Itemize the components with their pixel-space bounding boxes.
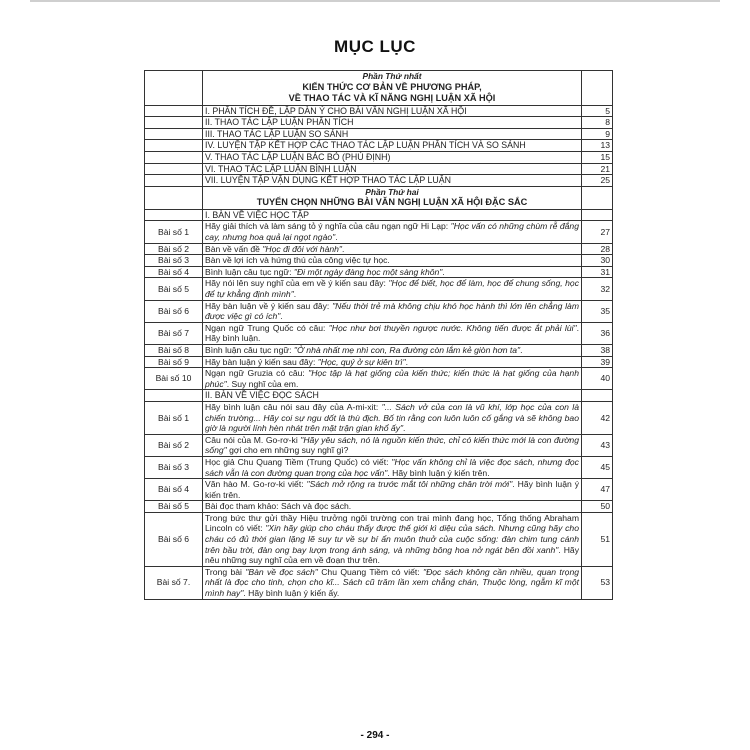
item-text[interactable]: Trong bài "Bàn về đọc sách" Chu Quang Tiềm có viết: "Đọc sách không cần nhiều, quan trọng nhất là đọc cho tinh, chọn cho kĩ... Sách cũ trăm lần xem chẳng chán, Thuộc lòng, ngẫm kĩ một mình hay". Hãy bình luận ý kiến ấy. xyxy=(203,566,582,599)
chapter-row[interactable] xyxy=(145,117,613,129)
chapter-title[interactable]: III. THAO TÁC LẬP LUẬN SO SÁNH xyxy=(203,128,582,140)
toc-item-row[interactable] xyxy=(145,434,613,456)
item-page: 32 xyxy=(582,278,613,300)
item-page: 47 xyxy=(582,479,613,501)
item-text[interactable]: Hãy bàn luận về ý kiến sau đây: "Nếu thời trẻ mà không chịu khó học hành thì lớn lên chẳng làm được việc gì có ích". xyxy=(203,300,582,322)
toc-item-row[interactable] xyxy=(145,344,613,356)
item-page: 50 xyxy=(582,501,613,513)
item-text[interactable]: Bình luận câu tục ngữ: "Đi một ngày đàng học một sàng khôn". xyxy=(203,266,582,278)
quote-text: "Xin hãy giúp cho cháu thấy được thế giới kì diệu của sách. Nhưng cũng hãy cho cháu có đủ thời gian lặng lẽ suy tư về sự bí ẩn muôn thuở của cuộc sống: đàn chim tung cánh trên bầu trời, đàn ong bay lượn trong ánh sáng, và những bông hoa nở ngát bên đồi xanh" xyxy=(205,523,579,555)
quote-text: "Đi một ngày đàng học một sàng khôn" xyxy=(293,266,443,277)
chapter-title[interactable]: V. THAO TÁC LẬP LUẬN BÁC BỎ (PHỦ ĐỊNH) xyxy=(203,151,582,163)
section-row xyxy=(145,390,613,402)
quote-text: "... Sách vở của con là vũ khí, lớp học của con là chiến trường... Hãy coi sự ngu dốt là thù địch. Bố tin rằng con luôn luôn cố gắng và sẽ không bao giờ là người lính hèn nhát trên mặt trận gian khổ ấy" xyxy=(205,401,579,434)
part1-header-row xyxy=(145,71,613,106)
quote-text: "Hãy yêu sách, nó là nguồn kiến thức, chỉ có kiến thức mới là con đường sống" xyxy=(205,434,579,456)
item-page: 28 xyxy=(582,243,613,255)
part1-label: Phần Thứ nhất xyxy=(362,71,422,81)
item-label: Bài số 4 xyxy=(145,479,203,501)
item-text[interactable]: Ngạn ngữ Trung Quốc có câu: "Học như bơi thuyền ngược nước. Không tiến được ắt phải lùi". Hãy bình luận. xyxy=(203,322,582,344)
item-page: 40 xyxy=(582,368,613,390)
chapter-row[interactable] xyxy=(145,163,613,175)
part2-title: TUYỂN CHỌN NHỮNG BÀI VĂN NGHỊ LUẬN XÃ HỘI ĐẶC SẮC xyxy=(256,197,528,208)
toc-item-row[interactable] xyxy=(145,300,613,322)
item-label: Bài số 5 xyxy=(145,501,203,513)
toc-item-row[interactable] xyxy=(145,221,613,243)
chapter-page: 9 xyxy=(582,128,613,140)
item-label: Bài số 2 xyxy=(145,243,203,255)
quote-text: "Sách mở rộng ra trước mắt tôi những chân trời mới" xyxy=(306,479,513,490)
quote-text: "Học tập là hạt giống của kiến thức; kiến thức là hạt giống của hạnh phúc" xyxy=(205,368,579,389)
item-text[interactable]: Câu nói của M. Go-rơ-ki "Hãy yêu sách, nó là nguồn kiến thức, chỉ có kiến thức mới là con đường sống" gợi cho em những suy nghĩ gì? xyxy=(203,434,582,456)
toc-item-row[interactable] xyxy=(145,401,613,434)
part2-header xyxy=(203,186,582,209)
item-label: Bài số 3 xyxy=(145,255,203,267)
item-text[interactable]: Hãy bình luận câu nói sau đây của A-mi-xit: "... Sách vở của con là vũ khí, lớp học của con là chiến trường... Hãy coi sự ngu dốt là thù địch. Bố tin rằng con luôn luôn cố gắng và sẽ không bao giờ là người lính hèn nhát trên mặt trận gian khổ ấy". xyxy=(203,401,582,434)
item-page: 31 xyxy=(582,266,613,278)
item-page: 43 xyxy=(582,434,613,456)
chapter-page: 8 xyxy=(582,117,613,129)
quote-text: "Nếu thời trẻ mà không chịu khó học hành thì lớn lên chẳng làm được việc gì có ích" xyxy=(205,300,579,322)
toc-item-row[interactable] xyxy=(145,322,613,344)
part1-title-line1: KIẾN THỨC CƠ BẢN VỀ PHƯƠNG PHÁP, xyxy=(302,81,482,92)
item-text[interactable]: Hãy bàn luận ý kiến sau đây: "Học, quý ở sự kiên trì". xyxy=(203,356,582,368)
chapter-row[interactable] xyxy=(145,140,613,152)
item-page: 38 xyxy=(582,344,613,356)
quote-text: "Học đi đôi với hành" xyxy=(262,243,342,254)
chapter-page: 13 xyxy=(582,140,613,152)
quote-text: "Đọc sách không cần nhiều, quan trọng nhất là đọc cho tinh, chọn cho kĩ... Sách cũ trăm lần xem chẳng chán, Thuộc lòng, ngẫm kĩ một mình hay" xyxy=(205,566,580,599)
item-page: 27 xyxy=(582,221,613,243)
chapter-title[interactable]: II. THAO TÁC LẬP LUẬN PHÂN TÍCH xyxy=(203,117,582,129)
chapter-row[interactable] xyxy=(145,128,613,140)
section-row xyxy=(145,209,613,221)
part1-header xyxy=(203,71,582,106)
item-label: Bài số 6 xyxy=(145,300,203,322)
item-label: Bài số 6 xyxy=(145,512,203,566)
toc-item-row[interactable] xyxy=(145,456,613,478)
item-label: Bài số 3 xyxy=(145,456,203,478)
item-text[interactable]: Hãy nói lên suy nghĩ của em về ý kiến sau đây: "Học để biết, học để làm, học để chung sống, học để tự khẳng định mình". xyxy=(203,278,582,300)
toc-table xyxy=(144,70,613,600)
toc-item-row[interactable] xyxy=(145,255,613,267)
item-label: Bài số 7. xyxy=(145,566,203,599)
item-label: Bài số 1 xyxy=(145,221,203,243)
chapter-page: 25 xyxy=(582,175,613,187)
item-text[interactable]: Hãy giải thích và làm sáng tỏ ý nghĩa của câu ngạn ngữ Hi Lạp: "Học vấn có những chùm rễ đắng cay, nhưng hoa quả lại ngọt ngào". xyxy=(203,221,582,243)
item-label: Bài số 7 xyxy=(145,322,203,344)
section-title: II. BÀN VỀ VIỆC ĐỌC SÁCH xyxy=(203,390,582,402)
item-text[interactable]: Bình luận câu tục ngữ: "Ở nhà nhất mẹ nhì con, Ra đường còn lắm kẻ giòn hơn ta". xyxy=(203,344,582,356)
quote-text: "Học như bơi thuyền ngược nước. Không tiến được ắt phải lùi" xyxy=(328,322,577,333)
item-text[interactable]: Bàn về lợi ích và hứng thú của công việc tự học. xyxy=(203,255,582,267)
toc-item-row[interactable] xyxy=(145,356,613,368)
item-page: 53 xyxy=(582,566,613,599)
toc-item-row[interactable] xyxy=(145,512,613,566)
chapter-title[interactable]: IV. LUYỆN TẬP KẾT HỢP CÁC THAO TÁC LẬP LUẬN PHÂN TÍCH VÀ SO SÁNH xyxy=(203,140,582,152)
item-label: Bài số 2 xyxy=(145,434,203,456)
toc-item-row[interactable] xyxy=(145,566,613,599)
item-text[interactable]: Ngạn ngữ Gruzia có câu: "Học tập là hạt giống của kiến thức; kiến thức là hạt giống của hạnh phúc". Suy nghĩ của em. xyxy=(203,368,582,390)
quote-text: "Học vấn không chỉ là việc đọc sách, nhưng đọc sách vẫn là con đường quan trọng của học vấn" xyxy=(205,456,579,478)
page-title: MỤC LỤC xyxy=(334,37,416,56)
chapter-title[interactable]: VII. LUYỆN TẬP VẬN DỤNG KẾT HỢP THAO TÁC LẬP LUẬN xyxy=(203,175,582,187)
item-page: 35 xyxy=(582,300,613,322)
part2-header-row xyxy=(145,186,613,209)
section-title: I. BÀN VỀ VIỆC HỌC TẬP xyxy=(203,209,582,221)
part1-title-line2: VỀ THAO TÁC VÀ KĨ NĂNG NGHỊ LUẬN XÃ HỘI xyxy=(288,93,496,104)
item-text[interactable]: Bài đọc tham khảo: Sách và đọc sách. xyxy=(203,501,582,513)
item-page: 51 xyxy=(582,512,613,566)
chapter-title[interactable]: I. PHÂN TÍCH ĐỀ, LẬP DÀN Ý CHO BÀI VĂN NGHỊ LUẬN XÃ HỘI xyxy=(203,105,582,117)
quote-text: "Ở nhà nhất mẹ nhì con, Ra đường còn lắm kẻ giòn hơn ta" xyxy=(293,344,521,355)
item-text[interactable]: Văn hào M. Go-rơ-ki viết: "Sách mở rộng ra trước mắt tôi những chân trời mới". Hãy bình luận ý kiến trên. xyxy=(203,479,582,501)
top-border xyxy=(30,0,720,2)
item-text[interactable]: Trong bức thư gửi thầy Hiệu trưởng ngôi trường con trai mình đang học, Tổng thống Abraham Lincoln có viết: "Xin hãy giúp cho cháu thấy được thế giới kì diệu của sách. Nhưng cũng hãy cho cháu có đủ thời gian lặng lẽ suy tư về sự bí ẩn muôn thuở của cuộc sống: đàn chim tung cánh trên bầu trời, đàn ong bay lượn trong ánh sáng, và những bông hoa nở ngát bên đồi xanh". Hãy nêu những suy nghĩ của em về đoạn thư trên. xyxy=(203,512,582,566)
item-page: 36 xyxy=(582,322,613,344)
item-label: Bài số 5 xyxy=(145,278,203,300)
item-label: Bài số 1 xyxy=(145,401,203,434)
item-page: 45 xyxy=(582,456,613,478)
item-label: Bài số 9 xyxy=(145,356,203,368)
toc-item-row[interactable] xyxy=(145,479,613,501)
item-page: 39 xyxy=(582,356,613,368)
quote-text: "Học, quý ở sự kiên trì" xyxy=(317,356,406,367)
toc-item-row[interactable] xyxy=(145,266,613,278)
chapter-row[interactable] xyxy=(145,175,613,187)
quote-text: "Bàn về đọc sách" xyxy=(245,566,318,577)
toc-item-row[interactable] xyxy=(145,243,613,255)
chapter-row[interactable] xyxy=(145,105,613,117)
item-text[interactable]: Bàn về vấn đề "Học đi đôi với hành". xyxy=(203,243,582,255)
item-label: Bài số 4 xyxy=(145,266,203,278)
item-text[interactable]: Học giả Chu Quang Tiềm (Trung Quốc) có viết: "Học vấn không chỉ là việc đọc sách, nhưng đọc sách vẫn là con đường quan trọng của học vấn". Hãy bình luận ý kiến trên. xyxy=(203,456,582,478)
item-page: 42 xyxy=(582,401,613,434)
item-label: Bài số 10 xyxy=(145,368,203,390)
part2-label: Phần Thứ hai xyxy=(365,186,419,197)
chapter-page: 15 xyxy=(582,151,613,163)
quote-text: "Học vấn có những chùm rễ đắng cay, nhưng hoa quả lại ngọt ngào" xyxy=(205,221,579,243)
chapter-page: 5 xyxy=(582,105,613,117)
toc-item-row[interactable] xyxy=(145,278,613,300)
chapter-title[interactable]: VI. THAO TÁC LẬP LUẬN BÌNH LUẬN xyxy=(203,163,582,175)
toc-item-row[interactable] xyxy=(145,501,613,513)
toc-item-row[interactable] xyxy=(145,368,613,390)
item-page: 30 xyxy=(582,255,613,267)
page-number: - 294 - xyxy=(360,730,390,741)
item-label: Bài số 8 xyxy=(145,344,203,356)
chapter-row[interactable] xyxy=(145,151,613,163)
quote-text: "Học để biết, học để làm, học để chung sống, học để tự khẳng định mình" xyxy=(205,278,579,299)
chapter-page: 21 xyxy=(582,163,613,175)
